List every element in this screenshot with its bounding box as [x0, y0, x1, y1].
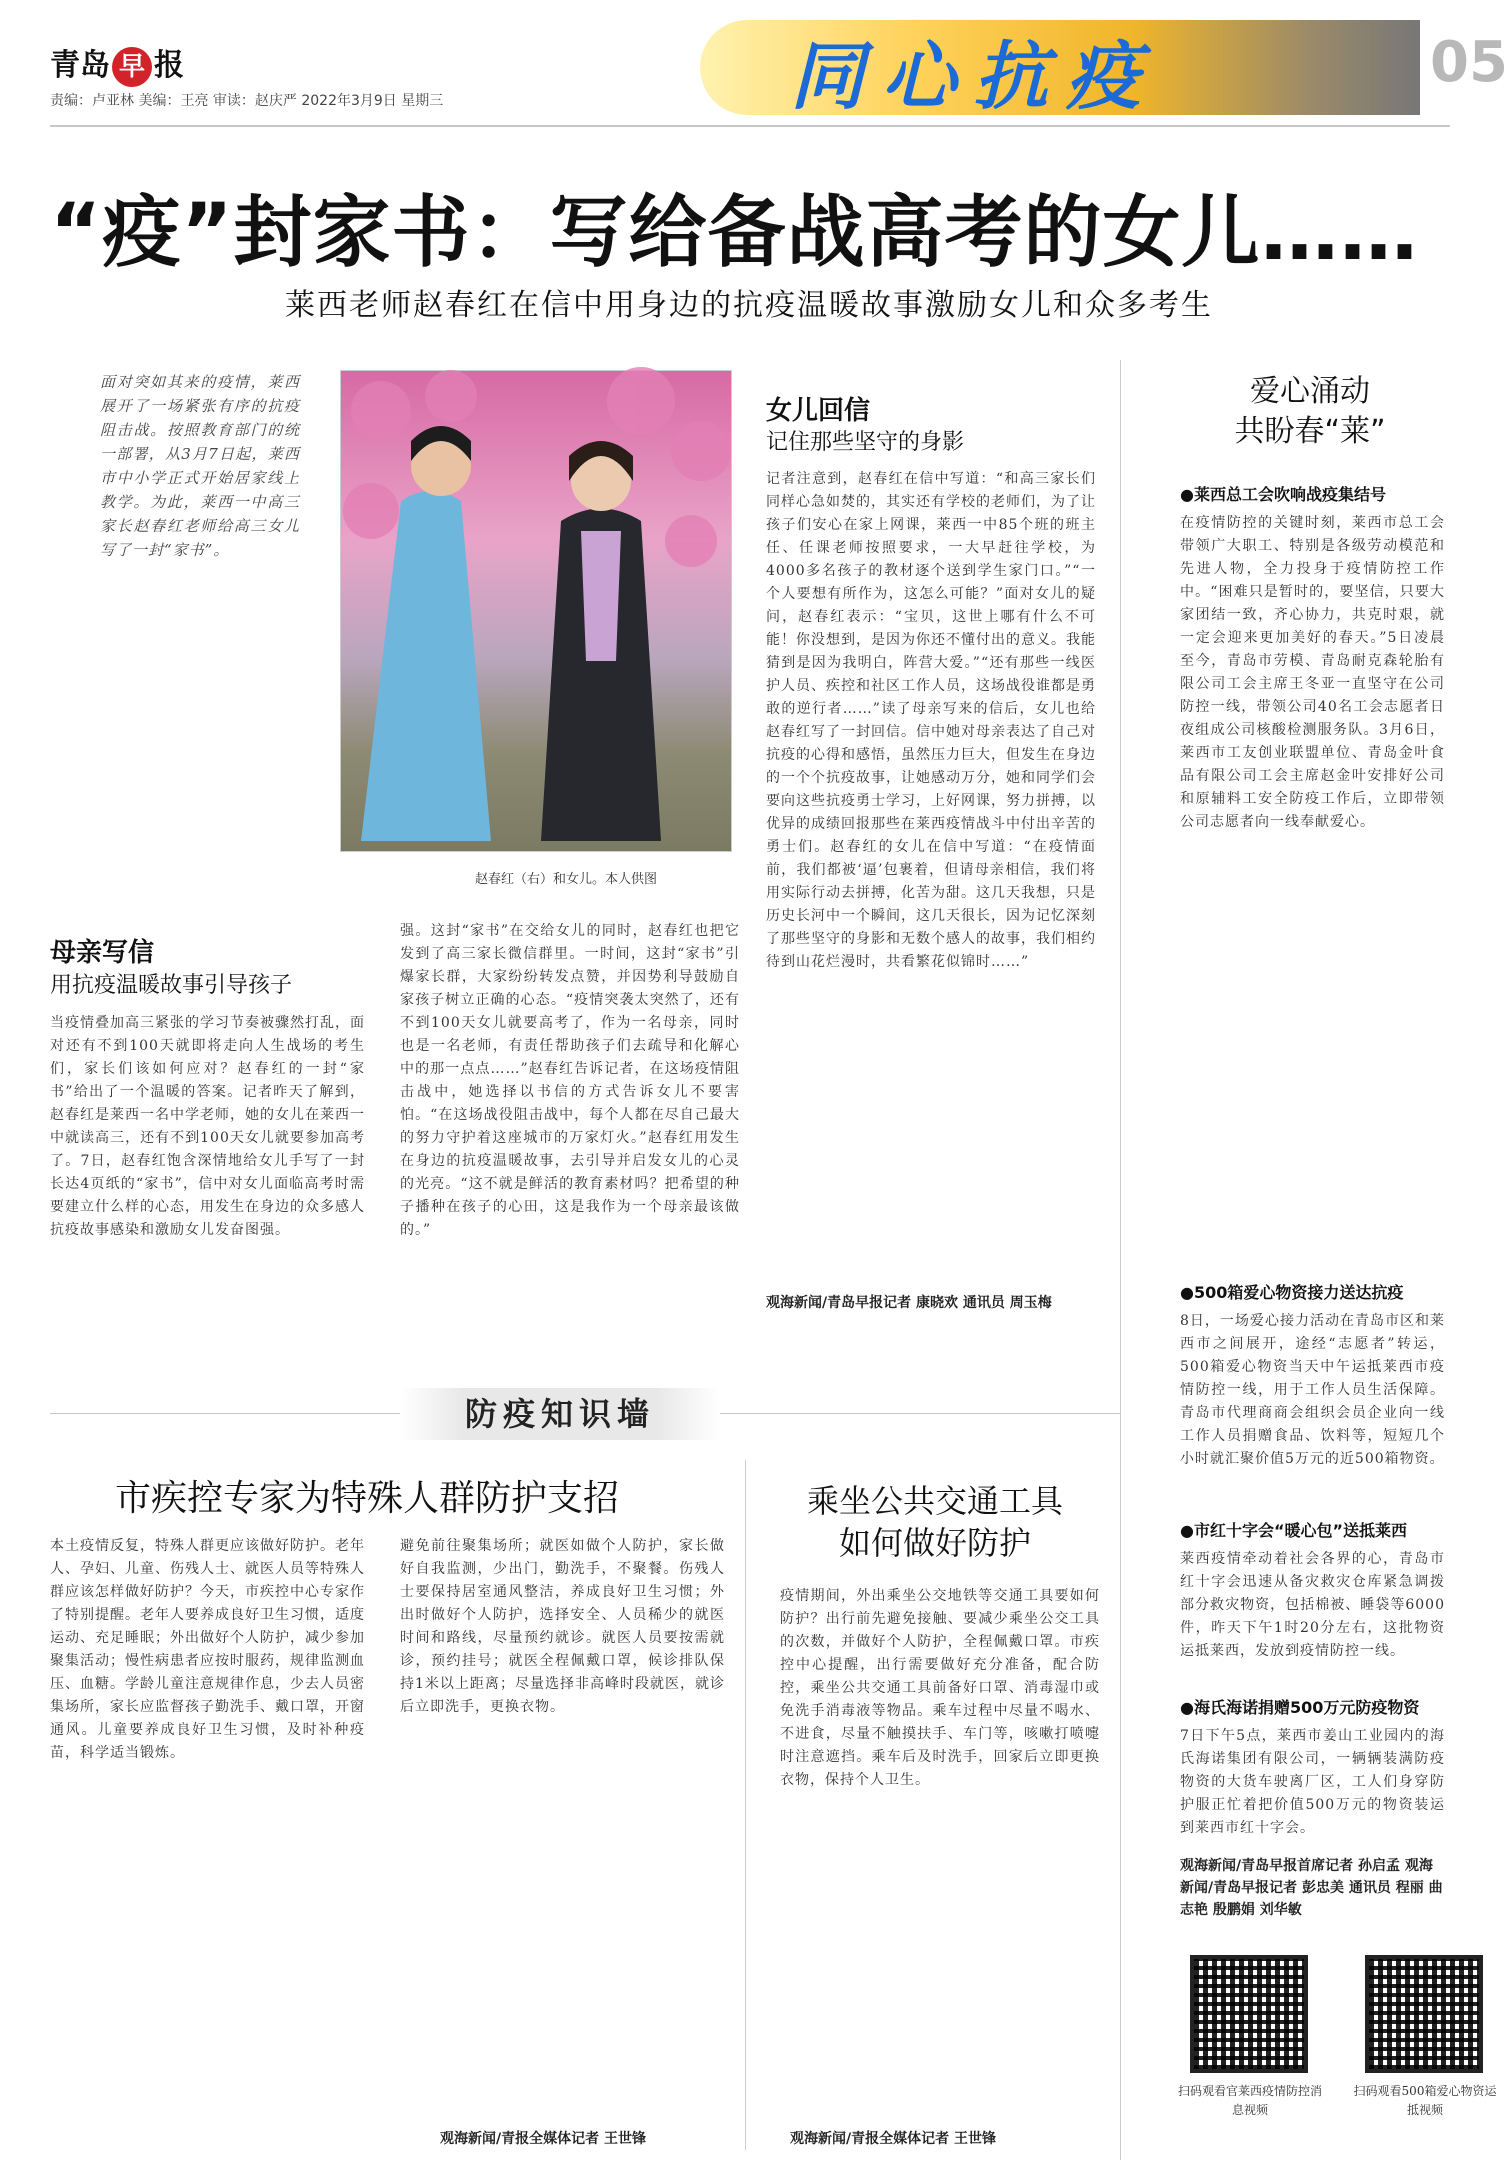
sidebar-item3-title: ●市红十字会“暖心包”送抵莱西	[1180, 1521, 1407, 1540]
column-divider	[1120, 360, 1121, 2160]
knowledge-right-title-line2: 如何做好防护	[838, 1524, 1031, 1562]
section2-body: 记者注意到，赵春红在信中写道：“和高三家长们同样心急如焚的，其实还有学校的老师们，为了让孩子们安心在家上网课，莱西一中85个班的班主任、任课老师按照要求，一大早赶往学校，为4000多名孩子的教材逐个送到学生家门口。”“一个人要想有所作为，这怎么可能？”面对女儿的疑问，赵春红表示：“宝贝，这世上哪有什么不可能！你没想到，是因为你还不懂付出的意义。我能猜到是因为我明白，阵营大爱。”“还有那些一线医护人员、疾控和社区工作人员，这场战役谁都是勇敢的逆行者……”读了母亲写来的信后，女儿也给赵春红写了一封回信。信中她对母亲表达了自己对抗疫的心得和感悟，虽然压力巨大，但发生在身边的一个个抗疫故事，让她感动万分，她和同学们会要向这些抗疫勇士学习，上好网课，努力拼搏，以优异的成绩回报那些在莱西疫情战斗中付出辛苦的勇士们。赵春红的女儿在信中写道：“在疫情面前，我们都被‘逼’包裹着，但请母亲相信，我们将用实际行动去拼搏，化苦为甜。这几天我想，只是历史长河中一个瞬间，这几天很长，因为记忆深刻了那些坚守的身影和无数个感人的故事，我们相约待到山花烂漫时，共看繁花似锦时……”	[766, 471, 1096, 970]
sidebar-item4-title: ●海氏海诺捐赠500万元防疫物资	[1180, 1698, 1420, 1717]
photo-caption: 赵春红（右）和女儿。本人供图	[475, 872, 658, 887]
knowledge-left-title: 市疾控专家为特殊人群防护支招	[115, 1478, 620, 1519]
section1-subheading: 用抗疫温暖故事引导孩子	[50, 973, 293, 998]
mother-daughter-photo	[340, 370, 732, 852]
knowledge-left-column2: 避免前往聚集场所；就医如做个人防护，家长做好自我监测，少出门，勤洗手，不聚餐。伤残人士要保持居室通风整洁，养成良好卫生习惯；外出时做好个人防护，选择安全、人员稀少的就医时间和路线，尽量预约就诊。就医人员要按需就诊，预约挂号；就医全程佩戴口罩，候诊排队保持1米以上距离；尽量选择非高峰时段就医，就诊后立即洗手，更换衣物。	[400, 1538, 725, 1715]
knowledge-divider	[745, 1460, 746, 2150]
logo-text-c: 报	[154, 48, 184, 83]
sidebar-title	[1180, 372, 1440, 452]
sidebar-item1-title: ●莱西总工会吹响战疫集结号	[1180, 485, 1386, 504]
logo-text-a: 青岛	[50, 48, 110, 83]
section-banner-title: 同心抗疫	[790, 34, 1158, 120]
qr-code-video1[interactable]	[1190, 1955, 1308, 2073]
sidebar-item2-title: ●500箱爱心物资接力送达抗疫	[1180, 1283, 1404, 1302]
section2-byline: 观海新闻/青岛早报记者 康晓欢 通讯员 周玉梅	[766, 1295, 1052, 1311]
knowledge-right-title-line1: 乘坐公共交通工具	[806, 1482, 1063, 1520]
sidebar-item1-body: 在疫情防控的关键时刻，莱西市总工会带领广大职工、特别是各级劳动模范和先进人物，全力投身于疫情防控工作中。“困难只是暂时的，要坚信，只要大家团结一致，齐心协力，共克时艰，就一定会迎来更加美好的春天。”5日凌晨至今，青岛市劳模、青岛耐克森轮胎有限公司工会主席王冬亚一直坚守在公司防控一线，带领公司40名工会志愿者日夜组成公司核酸检测服务队。3月6日，莱西市工友创业联盟单位、青岛金叶食品有限公司工会主席赵金叶安排好公司和原辅料工安全防疫工作后，立即带领公司志愿者向一线奉献爱心。	[1180, 515, 1445, 830]
newspaper-logo	[50, 40, 184, 87]
headline: “疫”封家书：写给备战高考的女儿……	[50, 188, 1419, 278]
sidebar-item3-body: 莱西疫情牵动着社会各界的心，青岛市红十字会迅速从备灾救灾仓库紧急调拨部分救灾物资，包括棉被、睡袋等6000件，昨天下午1时20分左右，这批物资运抵莱西，发放到疫情防控一线。	[1180, 1551, 1445, 1659]
subheadline: 莱西老师赵春红在信中用身边的抗疫温暖故事激励女儿和众多考生	[285, 288, 1213, 323]
sidebar-byline: 观海新闻/青岛早报首席记者 孙启孟 观海新闻/青岛早报记者 彭忠美 通讯员 程丽 曲志艳 殷鹏娟 刘华敏	[1180, 1858, 1443, 1918]
section1-column2: 强。这封“家书”在交给女儿的同时，赵春红也把它发到了高三家长微信群里。一时间，这封“家书”引爆家长群，大家纷纷转发点赞，并因势利导鼓励自家孩子树立正确的心态。“疫情突袭太突然了，还有不到100天女儿就要高考了，作为一名母亲，同时也是一名老师，有责任帮助孩子们去疏导和化解心中的那一点点……”赵春红告诉记者，在这场疫情阻击战中，她选择以书信的方式告诉女儿不要害怕。“在这场战役阻击战中，每个人都在尽自己最大的努力守护着这座城市的万家灯火。”赵春红用发生在身边的抗疫温暖故事，去引导并启发女儿的心灵的光亮。“这不就是鲜活的教育素材吗？把希望的种子播种在孩子的心田，这是我作为一个母亲最该做的。”	[400, 923, 740, 1238]
knowledge-right-byline: 观海新闻/青报全媒体记者 王世锋	[790, 2131, 996, 2147]
article-intro: 面对突如其来的疫情，莱西展开了一场紧张有序的抗疫阻击战。按照教育部门的统一部署，从3月7日起，莱西市中小学正式开始居家线上教学。为此，莱西一中高三家长赵春红老师给高三女儿写了一封“家书”。	[100, 373, 300, 559]
section2-heading: 女儿回信	[766, 396, 871, 426]
knowledge-wall-banner: 防疫知识墙	[400, 1388, 720, 1440]
top-rule	[50, 125, 1450, 127]
qr1-caption: 扫码观看官莱西疫情防控消息视频	[1177, 2084, 1322, 2117]
sidebar-item4-body: 7日下午5点，莱西市姜山工业园内的海氏海诺集团有限公司，一辆辆装满防疫物资的大货车驶离厂区，工人们身穿防护服正忙着把价值500万元的物资装运到莱西市红十字会。	[1180, 1728, 1445, 1836]
section2-subheading: 记住那些坚守的身影	[766, 430, 965, 455]
knowledge-right-title	[775, 1480, 1095, 1564]
knowledge-right-body: 疫情期间，外出乘坐公交地铁等交通工具要如何防护？出行前先避免接触、要减少乘坐公交工具的次数，并做好个人防护，全程佩戴口罩。市疾控中心提醒，出行需要做好充分准备，配合防控，乘坐公共交通工具前备好口罩、消毒湿巾或免洗手消毒液等物品。乘车过程中尽量不喝水、不进食，尽量不触摸扶手、车门等，咳嗽打喷嚏时注意遮挡。乘车后及时洗手，回家后立即更换衣物，保持个人卫生。	[780, 1588, 1100, 1788]
qr2-caption: 扫码观看500箱爱心物资运抵视频	[1353, 2084, 1497, 2117]
logo-text-b: 早	[112, 47, 152, 87]
qr-code-video2[interactable]	[1365, 1955, 1483, 2073]
section1-column1: 当疫情叠加高三紧张的学习节奏被骤然打乱，面对还有不到100天就即将走向人生战场的考生们，家长们该如何应对？赵春红的一封“家书”给出了一个温暖的答案。记者昨天了解到，赵春红是莱西一名中学老师，她的女儿在莱西一中就读高三，还有不到100天女儿就要参加高考了。7日，赵春红饱含深情地给女儿手写了一封长达4页纸的“家书”，信中对女儿面临高考时需要建立什么样的心态，用发生在身边的众多感人抗疫故事感染和激励女儿发奋图强。	[50, 1015, 365, 1238]
masthead-meta: 责编：卢亚林 美编：王亮 审读：赵庆严 2022年3月9日 星期三	[50, 93, 444, 109]
sidebar-title-line1: 爱心涌动	[1250, 374, 1370, 409]
photo-illustration	[341, 371, 731, 851]
knowledge-left-column1: 本土疫情反复，特殊人群更应该做好防护。老年人、孕妇、儿童、伤残人士、就医人员等特殊人群应该怎样做好防护？今天，市疾控中心专家作了特别提醒。老年人要养成良好卫生习惯，适度运动、充足睡眠；外出做好个人防护，减少参加聚集活动；慢性病患者应按时服药，规律监测血压、血糖。学龄儿童注意规律作息，少去人员密集场所，家长应监督孩子勤洗手、戴口罩，开窗通风。儿童要养成良好卫生习惯，及时补种疫苗，科学适当锻炼。	[50, 1538, 365, 1761]
sidebar-title-line2: 共盼春“莱”	[1234, 414, 1386, 449]
section1-heading: 母亲写信	[50, 938, 155, 968]
knowledge-left-byline: 观海新闻/青报全媒体记者 王世锋	[440, 2131, 646, 2147]
sidebar-item2-body: 8日，一场爱心接力活动在青岛市区和莱西市之间展开，途经“志愿者”转运，500箱爱心物资当天中午运抵莱西市疫情防控一线，用于工作人员生活保障。青岛市代理商商会组织会员企业向一线工作人员捐赠食品、饮料等，短短几个小时就汇聚价值5万元的近500箱物资。	[1180, 1313, 1445, 1467]
page-number: 05	[1430, 30, 1508, 95]
